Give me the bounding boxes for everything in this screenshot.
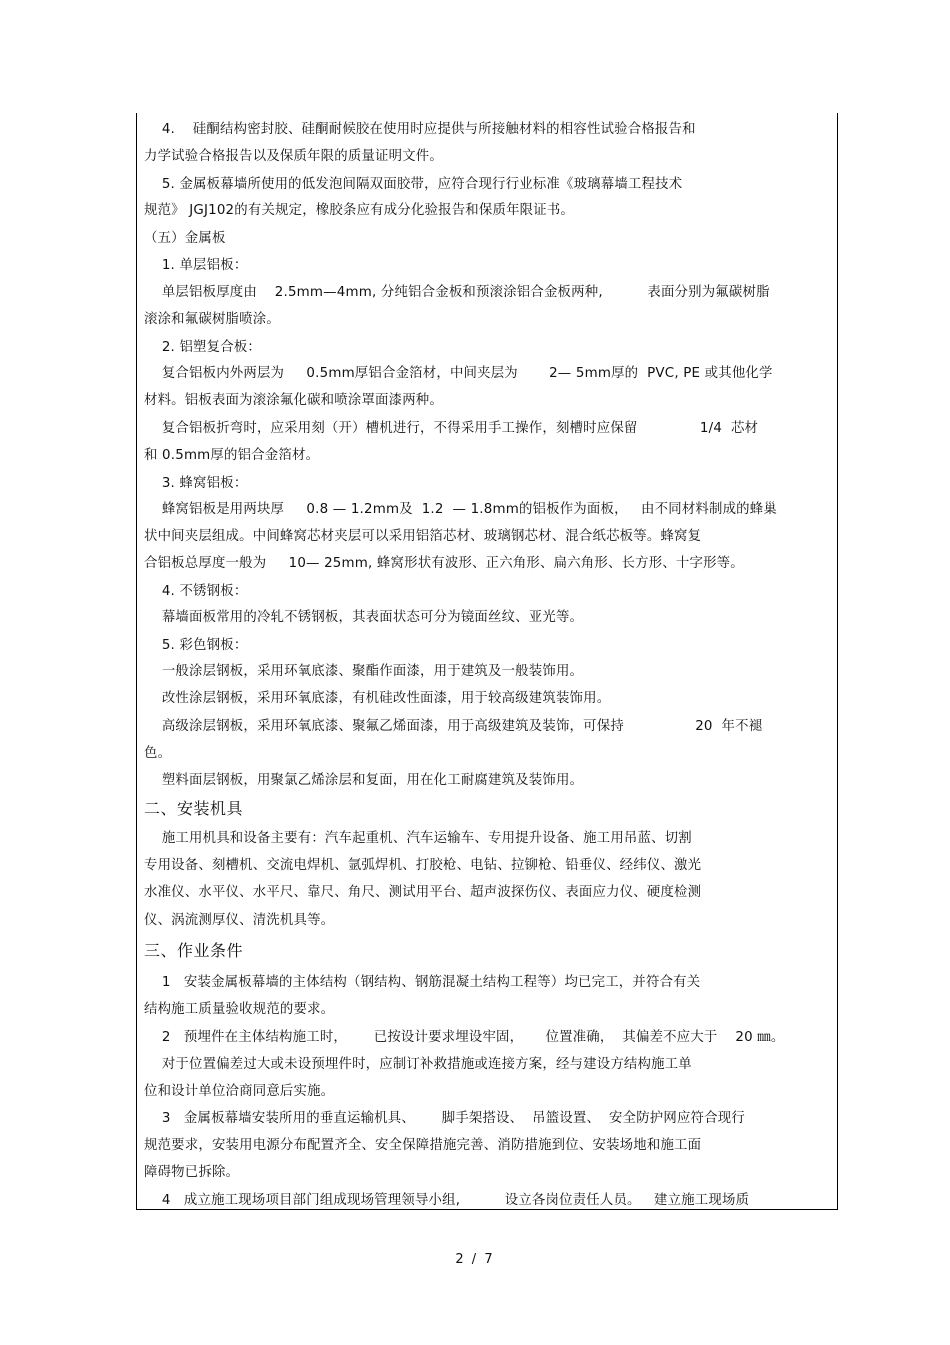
subsection-title: 2. 铝塑复合板： — [144, 340, 262, 355]
text-line: 合铝板总厚度一般为 10— 25mm, 蜂窝形状有波形、正六角形、扁六角形、长方形、十字形等。 — [144, 556, 744, 571]
text-line: 改性涂层钢板，采用环氧底漆，有机硅改性面漆，用于较高级建筑装饰用。 — [144, 691, 611, 706]
text-line: 1 安装金属板幕墙的主体结构（钢结构、钢筋混凝土结构工程等）均已完工，并符合有关 — [144, 975, 701, 990]
page-number: 2 / 7 — [455, 1252, 495, 1267]
text-line: 施工用机具和设备主要有：汽车起重机、汽车运输车、专用提升设备、施工用吊蓝、切割 — [144, 831, 692, 846]
text-line: 一般涂层钢板，采用环氧底漆、聚酯作面漆，用于建筑及一般装饰用。 — [144, 664, 584, 679]
section-heading: 三、作业条件 — [144, 941, 244, 960]
subsection-title: 1. 单层铝板： — [144, 258, 248, 273]
section-title: （五）金属板 — [144, 231, 226, 246]
text-line: 塑料面层钢板，用聚氯乙烯涂层和复面，用在化工耐腐建筑及装饰用。 — [144, 773, 584, 788]
subsection-title: 4. 不锈钢板： — [144, 584, 248, 599]
text-line: 专用设备、刻槽机、交流电焊机、氩弧焊机、打胶枪、电钻、拉铆枪、铅垂仪、经纬仪、激光 — [144, 858, 702, 873]
text-line: 2 预埋件在主体结构施工时， 已按设计要求埋设牢固， 位置准确， 其偏差不应大于 20 ㎜。 — [144, 1030, 785, 1045]
text-line: 状中间夹层组成。中间蜂窝芯材夹层可以采用铝箔芯材、玻璃钢芯材、混合纸芯板等。蜂窝复 — [144, 529, 702, 544]
text-line: 复合铝板折弯时，应采用刻（开）槽机进行，不得采用手工操作，刻槽时应保留 1/4 芯材 — [144, 421, 759, 436]
text-line: 水准仪、水平仪、水平尺、靠尺、角尺、测试用平台、超声波探伤仪、表面应力仪、硬度检测 — [144, 885, 702, 900]
text-line: 复合铝板内外两层为 0.5mm厚铝合金箔材，中间夹层为 2— 5mm厚的 PVC, PE 或其他化学 — [144, 366, 773, 381]
text-line: 规范要求，安装用电源分布配置齐全、安全保障措施完善、消防措施到位、安装场地和施工面 — [144, 1138, 702, 1153]
text-line: 仪、涡流测厚仪、清洗机具等。 — [144, 913, 335, 928]
text-line: 和 0.5mm厚的铝合金箔材。 — [144, 448, 320, 463]
section-heading: 二、安装机具 — [144, 799, 244, 818]
text-line: 结构施工质量验收规范的要求。 — [144, 1002, 335, 1017]
text-line: 规范》 JGJ102的有关规定，橡胶条应有成分化验报告和保质年限证书。 — [144, 203, 575, 218]
text-line: 位和设计单位洽商同意后实施。 — [144, 1084, 335, 1099]
text-line: 对于位置偏差过大或未设预埋件时，应制订补救措施或连接方案，经与建设方结构施工单 — [144, 1057, 692, 1072]
text-line: 障碍物已拆除。 — [144, 1165, 240, 1180]
text-line: 蜂窝铝板是用两块厚 0.8 — 1.2mm及 1.2 — 1.8mm的铝板作为面板， 由不同材料制成的蜂巢 — [144, 502, 777, 517]
subsection-title: 3. 蜂窝铝板： — [144, 476, 248, 491]
text-line: 色。 — [144, 746, 172, 761]
text-line: 单层铝板厚度由 2.5mm—4mm, 分纯铝合金板和预滚涂铝合金板两种, 表面分别为氟碳树脂 — [144, 285, 770, 300]
text-line: 材料。铝板表面为滚涂氟化碳和喷涂罩面漆两种。 — [144, 393, 443, 408]
text-line: 4 成立施工现场项目部门组成现场管理领导小组, 设立各岗位责任人员。 建立施工现场质 — [144, 1193, 750, 1208]
subsection-title: 5. 彩色钢板： — [144, 638, 248, 653]
text-line: 滚涂和氟碳树脂喷涂。 — [144, 312, 280, 327]
text-line: 3 金属板幕墙安装所用的垂直运输机具、 脚手架搭设、 吊篮设置、 安全防护网应符合现行 — [144, 1111, 745, 1126]
text-line: 高级涂层钢板，采用环氧底漆、聚氟乙烯面漆，用于高级建筑及装饰，可保持 20 年不褪 — [144, 719, 763, 734]
text-line: 5. 金属板幕墙所使用的低发泡间隔双面胶带，应符合现行行业标准《玻璃幕墙工程技术 — [144, 177, 683, 192]
text-line: 4. 硅酮结构密封胶、硅酮耐候胶在使用时应提供与所接触材料的相容性试验合格报告和 — [144, 122, 696, 137]
text-line: 幕墙面板常用的冷轧不锈钢板，其表面状态可分为镜面丝纹、亚光等。 — [144, 610, 584, 625]
text-line: 力学试验合格报告以及保质年限的质量证明文件。 — [144, 149, 443, 164]
